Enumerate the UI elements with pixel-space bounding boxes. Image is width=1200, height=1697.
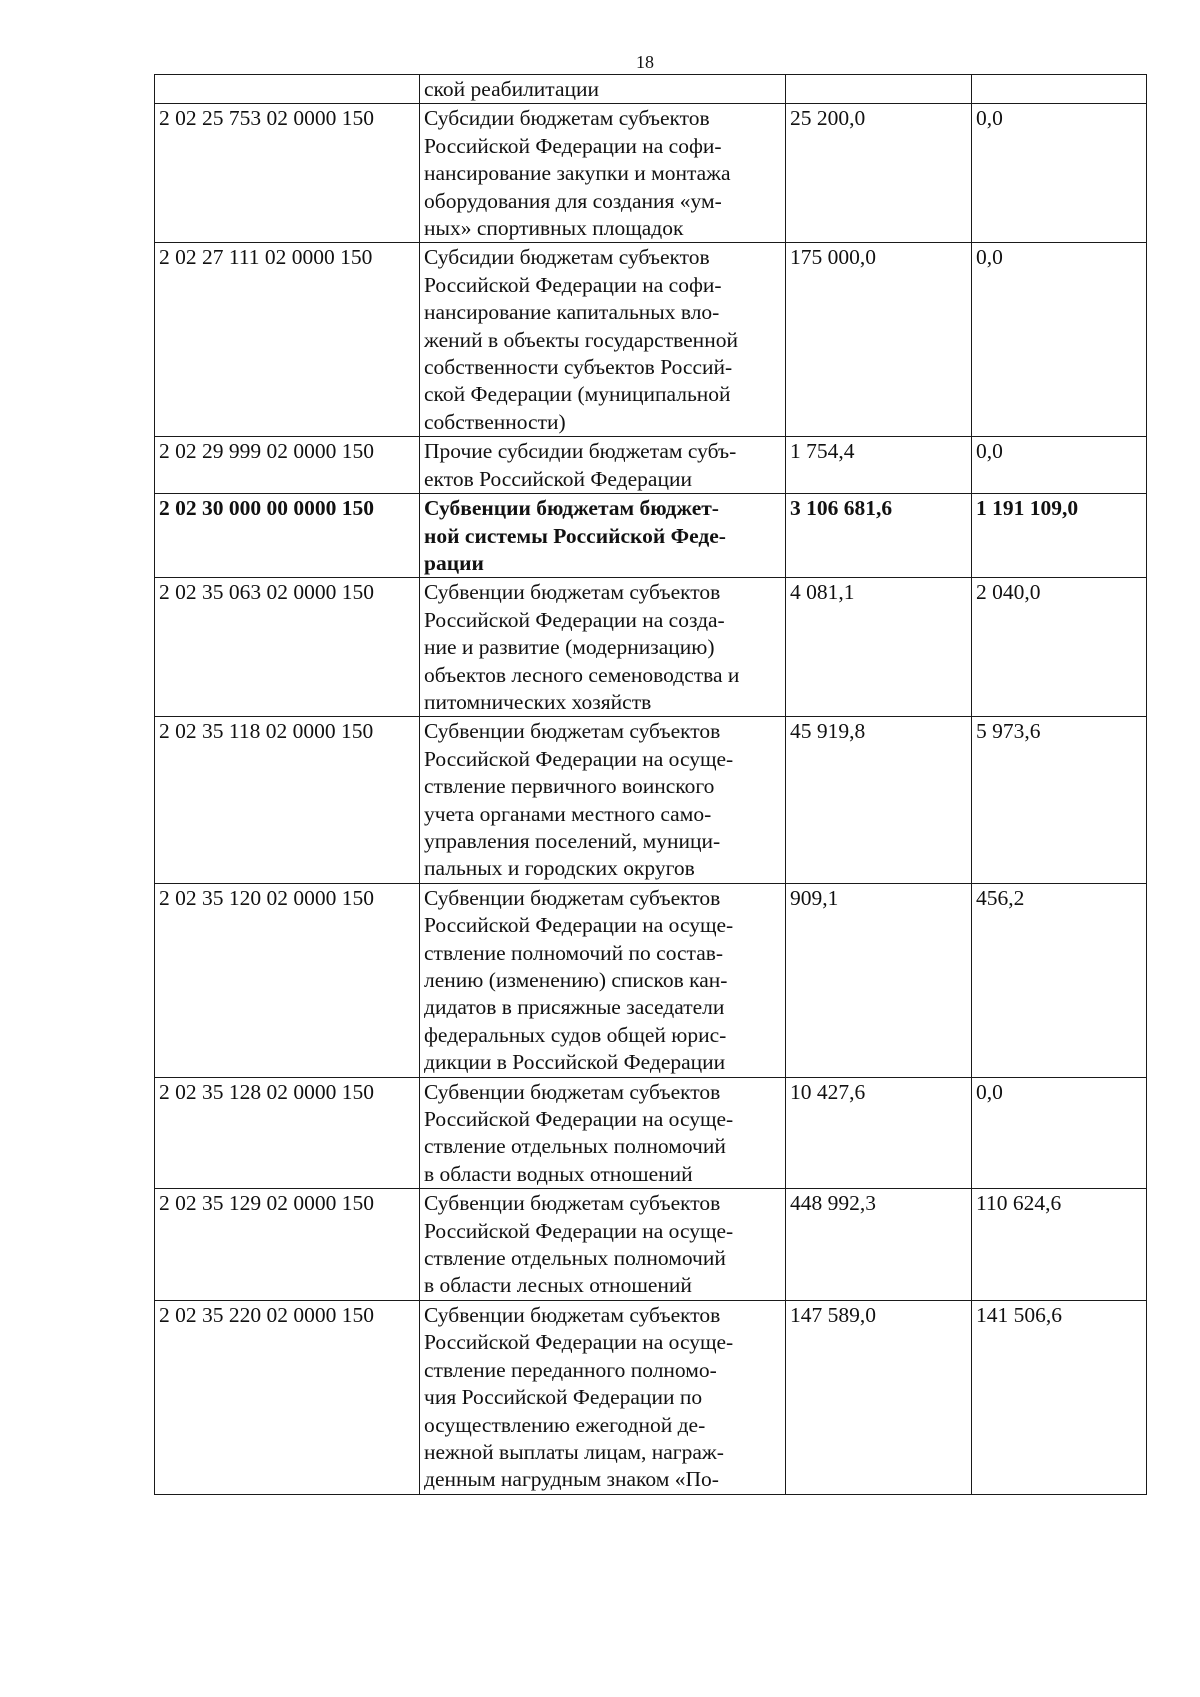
amount-cell-1: 1 754,4 bbox=[786, 437, 972, 494]
table-row bbox=[155, 104, 1147, 243]
description-line: нансирование капитальных вло- bbox=[424, 300, 720, 325]
description-line: ной системы Российской Феде- bbox=[424, 523, 726, 548]
description-line: Российской Федерации на созда- bbox=[424, 607, 725, 632]
description-line: ных» спортивных площадок bbox=[424, 216, 684, 241]
revenue-code-cell: 2 02 35 120 02 0000 150 bbox=[155, 883, 420, 1077]
description-cell bbox=[420, 1189, 786, 1301]
description-line: осуществлению ежегодной де- bbox=[424, 1412, 706, 1437]
amount-cell-2: 0,0 bbox=[972, 437, 1147, 494]
revenue-code-cell: 2 02 35 063 02 0000 150 bbox=[155, 578, 420, 717]
amount-cell-1: 10 427,6 bbox=[786, 1077, 972, 1189]
revenue-code-cell: 2 02 35 129 02 0000 150 bbox=[155, 1189, 420, 1301]
amount-cell-1: 25 200,0 bbox=[786, 104, 972, 243]
revenue-code-cell: 2 02 27 111 02 0000 150 bbox=[155, 243, 420, 437]
amount-cell-1: 4 081,1 bbox=[786, 578, 972, 717]
description-line: ствление первичного воинского bbox=[424, 774, 715, 799]
amount-cell-1: 45 919,8 bbox=[786, 717, 972, 883]
description-line: ствление переданного полномо- bbox=[424, 1357, 717, 1382]
amount-cell-1: 147 589,0 bbox=[786, 1300, 972, 1494]
amount-cell-2: 456,2 bbox=[972, 883, 1147, 1077]
table-row bbox=[155, 494, 1147, 578]
budget-table bbox=[154, 74, 1147, 1495]
budget-table-body bbox=[155, 75, 1147, 1495]
description-line: дикции в Российской Федерации bbox=[424, 1050, 726, 1075]
amount-cell-2 bbox=[972, 75, 1147, 104]
description-line: учета органами местного само- bbox=[424, 801, 712, 826]
table-row bbox=[155, 437, 1147, 494]
amount-cell-2: 110 624,6 bbox=[972, 1189, 1147, 1301]
description-line: Российской Федерации на софи- bbox=[424, 133, 722, 158]
description-line: питомнических хозяйств bbox=[424, 689, 652, 714]
description-line: Российской Федерации на осуще- bbox=[424, 913, 734, 938]
table-row bbox=[155, 578, 1147, 717]
table-row bbox=[155, 717, 1147, 883]
description-line: Субсидии бюджетам субъектов bbox=[424, 106, 710, 131]
description-cell bbox=[420, 883, 786, 1077]
amount-cell-2: 5 973,6 bbox=[972, 717, 1147, 883]
description-line: денным нагрудным знаком «По- bbox=[424, 1467, 719, 1492]
table-row bbox=[155, 1077, 1147, 1189]
description-line: Российской Федерации на осуще- bbox=[424, 1330, 734, 1355]
amount-cell-2: 2 040,0 bbox=[972, 578, 1147, 717]
description-line: Субвенции бюджетам субъектов bbox=[424, 1191, 721, 1216]
description-line: Субвенции бюджетам субъектов bbox=[424, 580, 721, 605]
description-line: управления поселений, муници- bbox=[424, 828, 721, 853]
description-line: объектов лесного семеноводства и bbox=[424, 662, 740, 687]
description-line: Российской Федерации на осуще- bbox=[424, 1218, 734, 1243]
description-line: чия Российской Федерации по bbox=[424, 1385, 703, 1410]
description-line: жений в объекты государственной bbox=[424, 327, 738, 352]
revenue-code-cell bbox=[155, 75, 420, 104]
table-row bbox=[155, 1300, 1147, 1494]
amount-cell-1: 909,1 bbox=[786, 883, 972, 1077]
description-line: рации bbox=[424, 550, 484, 575]
description-line: лению (изменению) списков кан- bbox=[424, 968, 728, 992]
description-line: ствление отдельных полномочий bbox=[424, 1134, 726, 1159]
description-cell bbox=[420, 437, 786, 494]
description-line: ектов Российской Федерации bbox=[424, 466, 692, 491]
table-row bbox=[155, 75, 1147, 104]
description-cell bbox=[420, 243, 786, 437]
description-line: нансирование закупки и монтажа bbox=[424, 161, 731, 186]
description-line: Российской Федерации на осуще- bbox=[424, 746, 734, 771]
description-cell bbox=[420, 494, 786, 578]
revenue-code-cell: 2 02 35 220 02 0000 150 bbox=[155, 1300, 420, 1494]
amount-cell-1: 3 106 681,6 bbox=[786, 494, 972, 578]
page-number: 18 bbox=[636, 52, 654, 72]
description-line: собственности субъектов Россий- bbox=[424, 355, 733, 380]
description-line: оборудования для создания «ум- bbox=[424, 188, 722, 213]
table-row bbox=[155, 1189, 1147, 1301]
amount-cell-1: 448 992,3 bbox=[786, 1189, 972, 1301]
description-line: пальных и городских округов bbox=[424, 856, 695, 881]
description-cell bbox=[420, 104, 786, 243]
amount-cell-2: 0,0 bbox=[972, 104, 1147, 243]
description-line: в области водных отношений bbox=[424, 1161, 693, 1186]
description-cell bbox=[420, 1300, 786, 1494]
description-line: собственности) bbox=[424, 409, 566, 434]
table-row bbox=[155, 883, 1147, 1077]
description-line: Российской Федерации на софи- bbox=[424, 272, 722, 297]
revenue-code-cell: 2 02 25 753 02 0000 150 bbox=[155, 104, 420, 243]
description-line: Субсидии бюджетам субъектов bbox=[424, 245, 710, 270]
description-cell bbox=[420, 75, 786, 104]
description-cell bbox=[420, 578, 786, 717]
description-line: ние и развитие (модернизацию) bbox=[424, 635, 715, 660]
amount-cell-1: 175 000,0 bbox=[786, 243, 972, 437]
description-line: Субвенции бюджетам субъектов bbox=[424, 719, 721, 744]
description-line: федеральных судов общей юрис- bbox=[424, 1022, 727, 1047]
description-line: Субвенции бюджетам субъектов bbox=[424, 1079, 721, 1104]
amount-cell-2: 1 191 109,0 bbox=[972, 494, 1147, 578]
description-line: Субвенции бюджетам субъектов bbox=[424, 1302, 721, 1327]
amount-cell-2: 141 506,6 bbox=[972, 1300, 1147, 1494]
description-line: ствление отдельных полномочий bbox=[424, 1246, 726, 1271]
description-line: Субвенции бюджетам бюджет- bbox=[424, 496, 719, 521]
description-line: Субвенции бюджетам субъектов bbox=[424, 885, 721, 910]
amount-cell-2: 0,0 bbox=[972, 243, 1147, 437]
description-line: ской реабилитации bbox=[424, 77, 600, 101]
description-line: ской Федерации (муниципальной bbox=[424, 382, 731, 407]
revenue-code-cell: 2 02 29 999 02 0000 150 bbox=[155, 437, 420, 494]
amount-cell-1 bbox=[786, 75, 972, 104]
amount-cell-2: 0,0 bbox=[972, 1077, 1147, 1189]
description-cell bbox=[420, 1077, 786, 1189]
description-line: в области лесных отношений bbox=[424, 1273, 692, 1298]
description-line: Российской Федерации на осуще- bbox=[424, 1107, 734, 1132]
description-line: дидатов в присяжные заседатели bbox=[424, 995, 725, 1020]
revenue-code-cell: 2 02 30 000 00 0000 150 bbox=[155, 494, 420, 578]
description-line: ствление полномочий по состав- bbox=[424, 940, 724, 965]
description-cell bbox=[420, 717, 786, 883]
description-line: Прочие субсидии бюджетам субъ- bbox=[424, 439, 737, 464]
table-row bbox=[155, 243, 1147, 437]
revenue-code-cell: 2 02 35 118 02 0000 150 bbox=[155, 717, 420, 883]
revenue-code-cell: 2 02 35 128 02 0000 150 bbox=[155, 1077, 420, 1189]
description-line: нежной выплаты лицам, награж- bbox=[424, 1439, 724, 1464]
